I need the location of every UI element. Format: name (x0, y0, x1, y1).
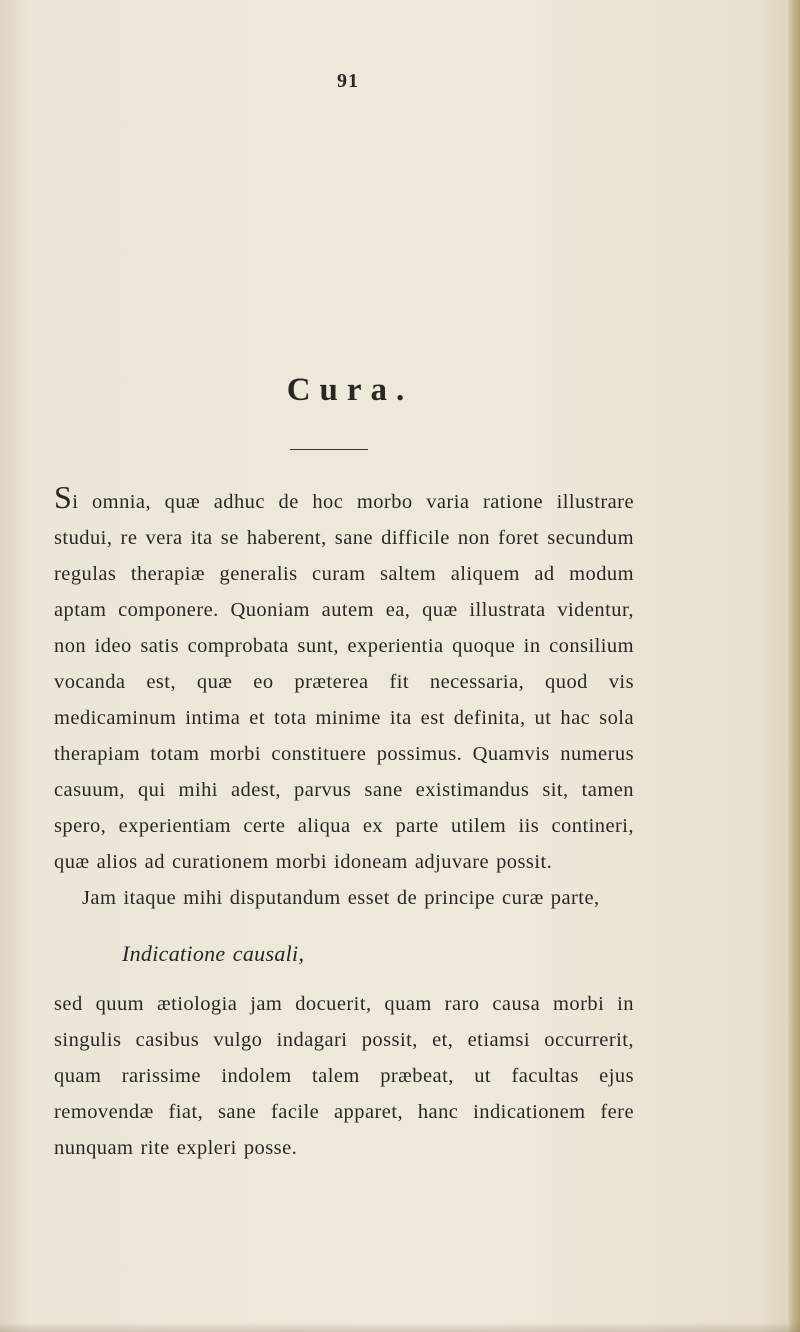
page-bottom-shadow (0, 1322, 800, 1332)
page-number: 91 (337, 70, 359, 92)
page-edge (786, 0, 800, 1332)
title-divider (290, 449, 368, 450)
paragraph-aetiologia: sed quum ætiologia jam docuerit, quam raro causa morbi in singulis casibus vulgo indagari possit, et, etiamsi occurrerit, quam rarissime indolem talem præbeat, ut facultas ejus removendæ fiat, sane facile apparet, hanc indicationem fere nunquam rite expleri posse. (54, 993, 634, 1159)
section-title: Cura. (286, 372, 414, 408)
paragraph-intro: Si omnia, quæ adhuc de hoc morbo varia ratione illustrare studui, re vera ita se haberent, sane difficile non foret secundum regulas therapiæ generalis curam saltem aliquem ad modum aptam componere. Quoniam autem ea, quæ illustrata videntur, non ideo satis comprobata sunt, experientia quoque in consilium vocanda est, quæ eo præterea fit necessaria, quod vis medicaminum intima et tota minime ita est definita, ut hac sola therapiam totam morbi constituere possimus. Quamvis numerus casuum, qui mihi adest, parvus sane existimandus sit, tamen spero, experientiam certe aliqua ex parte utilem iis contineri, quæ alios ad curationem morbi idoneam adjuvare possit. (54, 479, 634, 873)
body-text (54, 479, 634, 1166)
subheading-indicatione-causali: Indicatione causali, (122, 941, 305, 966)
paragraph-principal-part: Jam itaque mihi disputandum esset de principe curæ parte, (82, 887, 600, 909)
